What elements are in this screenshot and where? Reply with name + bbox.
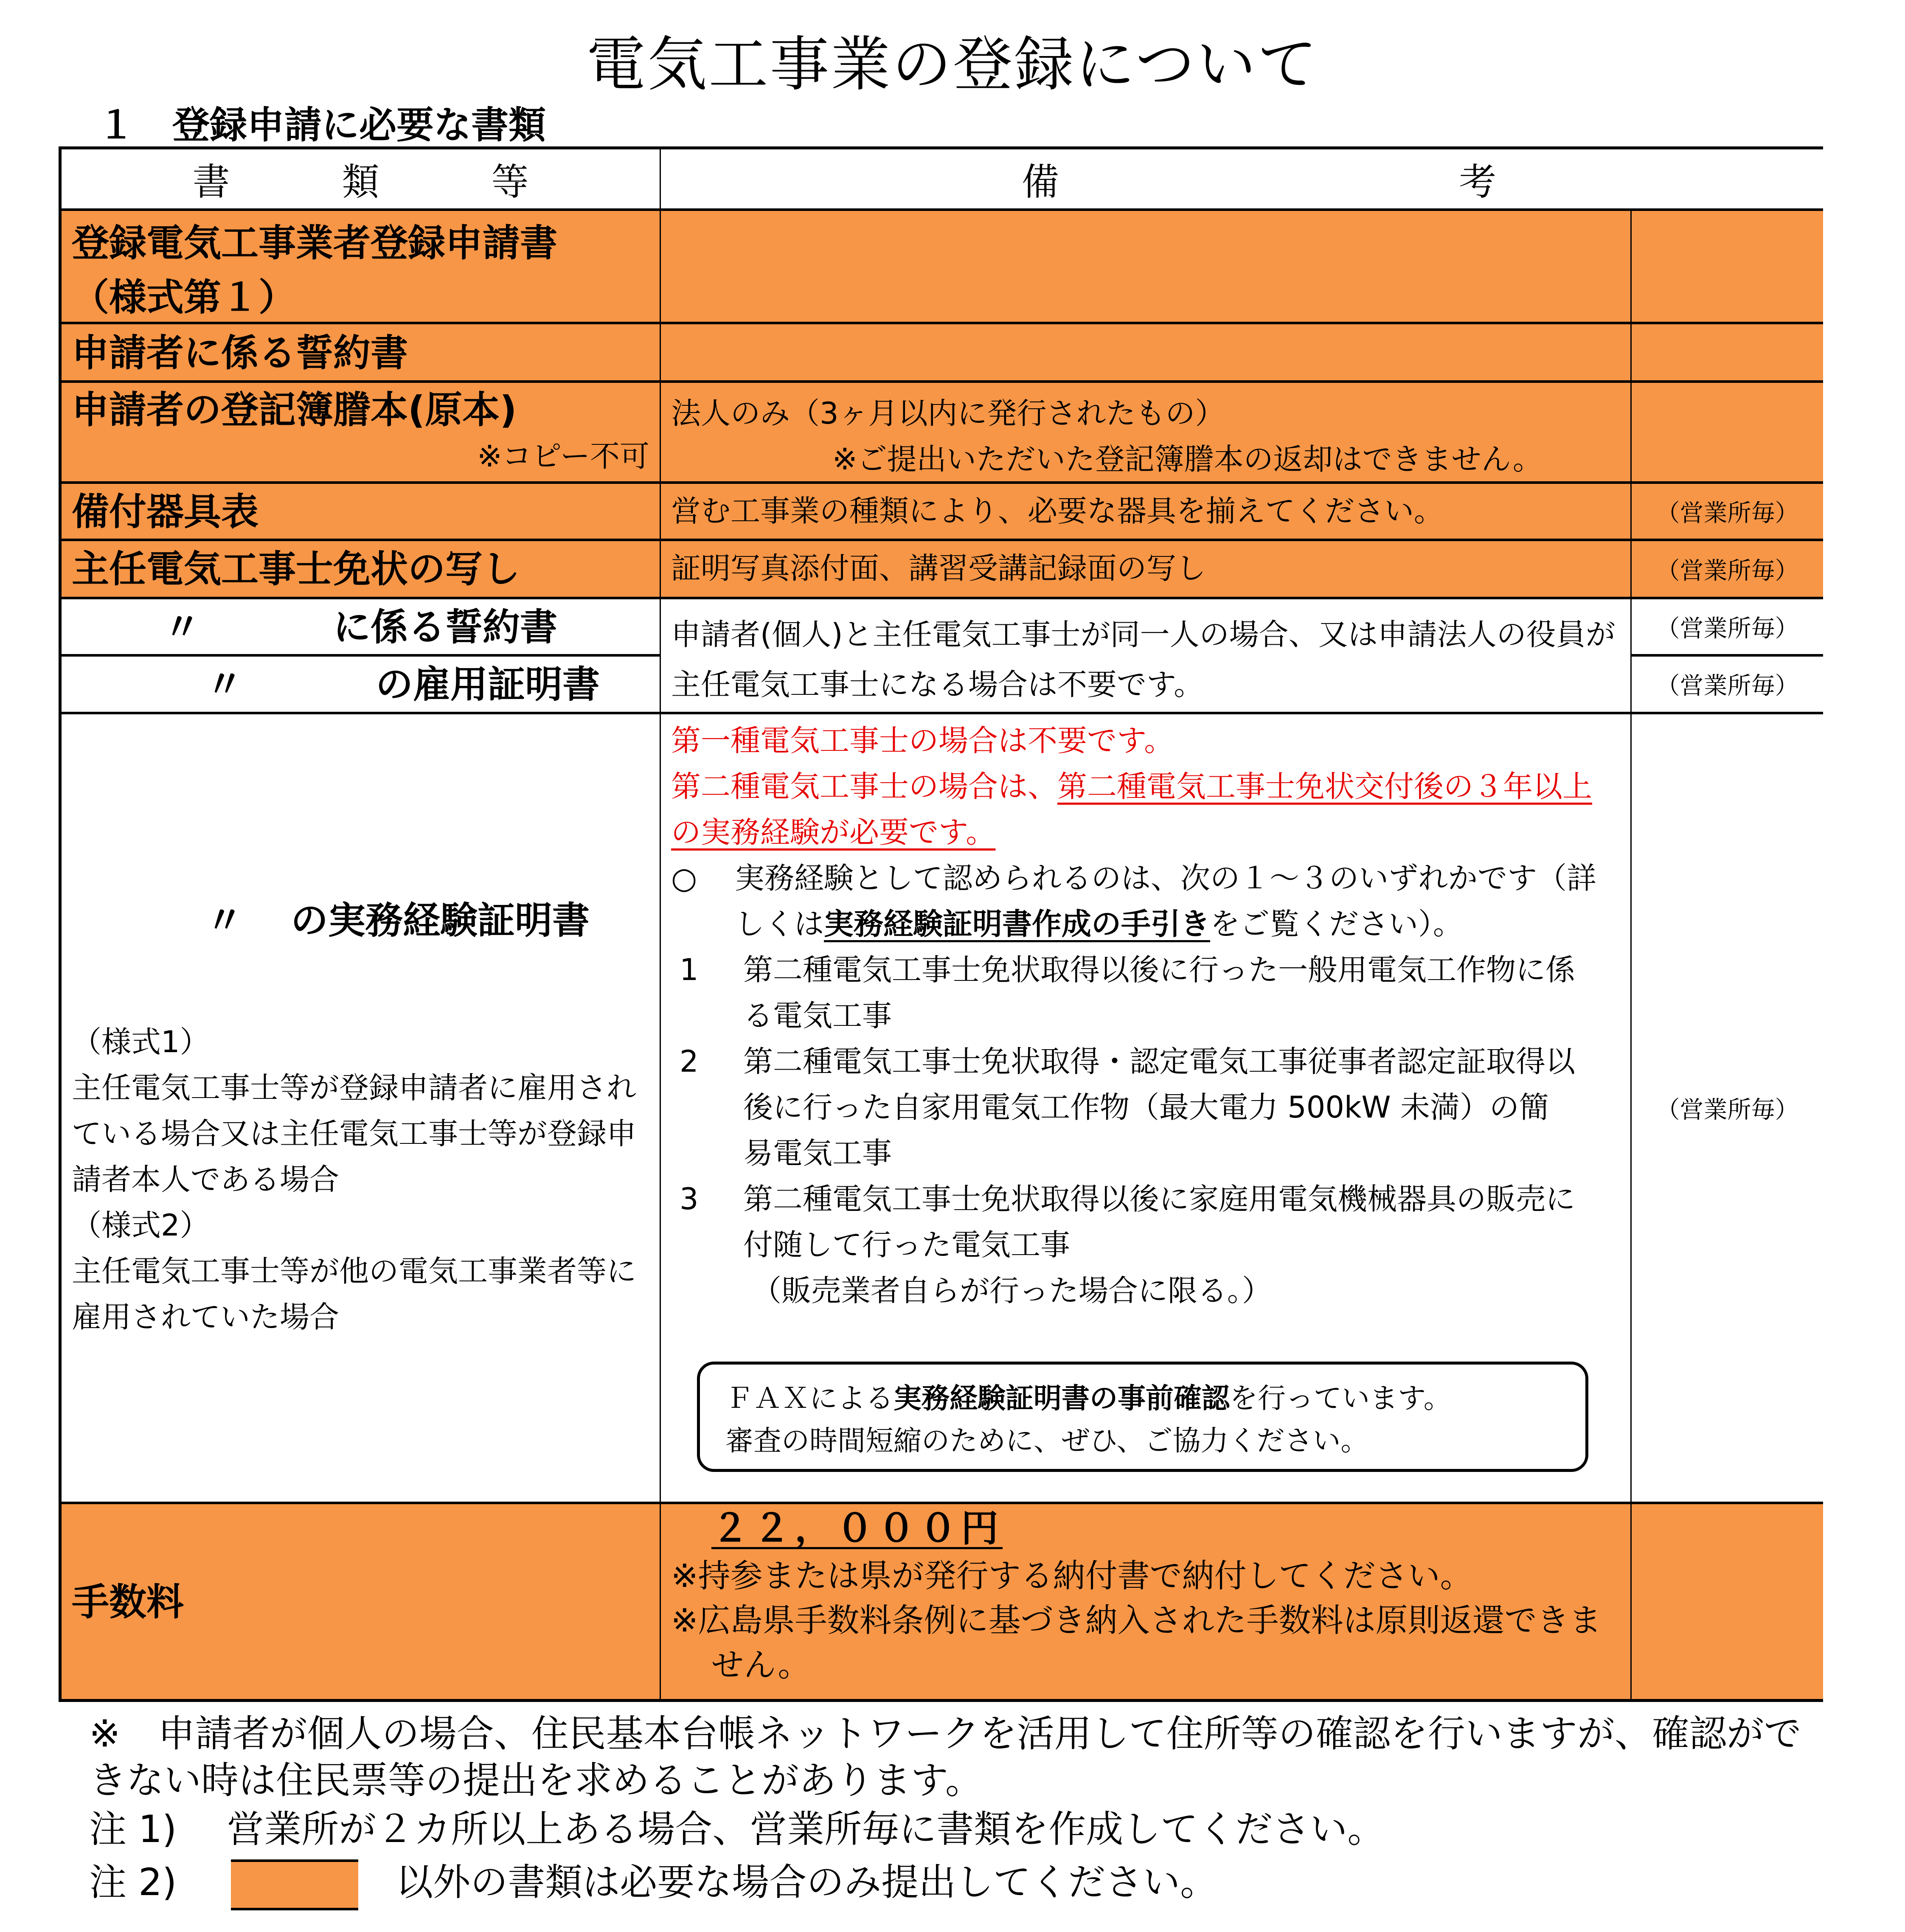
doc-name: 申請者の登記簿謄本(原本) (72, 388, 517, 432)
doc-name: の実務経験証明書 (291, 899, 590, 942)
item-note: （販売業者自らが行った場合に限る。） (752, 1273, 1272, 1308)
per-office-label: （営業所毎） (1656, 557, 1799, 585)
header-documents (62, 149, 661, 211)
fee-payment-note: ※持参または県が発行する納付書で納付してください。 (671, 1557, 1472, 1595)
remarks-text: 申請者(個人)と主任電気工事士が同一人の場合、又は申請法人の役員が主任電気工事士になる場合は不要です。 (671, 617, 1616, 702)
note-2-text: 以外の書類は必要な場合のみ提出してください。 (396, 1860, 1218, 1904)
ditto-mark: 〃 (206, 663, 244, 706)
doc-name: 主任電気工事士免状の写し (72, 547, 520, 591)
per-office-cell (1632, 383, 1823, 484)
item-text: 第二種電気工事士免状取得以後に行った一般用電気工作物に係る電気工事 (743, 952, 1575, 1033)
form2-label: （様式2） (72, 1208, 210, 1243)
row-fee (62, 1504, 661, 1699)
row-equipment-list (62, 484, 661, 541)
note-1-label: 注 1) (89, 1807, 177, 1851)
note-1-text: 営業所が２カ所以上ある場合、営業所毎に書類を作成してください。 (227, 1807, 1385, 1851)
row-applicant-pledge (62, 324, 661, 383)
remarks-cell (661, 383, 1632, 484)
row-license-copy (62, 541, 661, 599)
note-2-label: 注 2) (89, 1860, 177, 1904)
fax-text-bold: 実務経験証明書の事前確認 (893, 1382, 1230, 1415)
fax-text: を行っています。 (1230, 1382, 1452, 1415)
first-class-note: 第一種電気工事士の場合は不要です。 (671, 723, 1174, 758)
per-office-cell (1632, 599, 1823, 657)
per-office-label: （営業所毎） (1656, 499, 1799, 527)
doc-name: の雇用証明書 (376, 663, 600, 706)
experience-item-3 (671, 1176, 1620, 1314)
remarks-cell (661, 324, 1632, 383)
form1-label: （様式1） (72, 1025, 210, 1059)
remarks-text: 営む工事業の種類により、必要な器具を揃えてください。 (671, 494, 1444, 528)
experience-item-1 (671, 947, 1620, 1039)
fee-refund-note: ※広島県手数料条例に基づき納入された手数料は原則返還できません。 (671, 1601, 1602, 1684)
doc-name: 登録電気工事業者登録申請書 (72, 221, 558, 265)
remarks-text: ※ご提出いただいた登記簿謄本の返却はできません。 (832, 442, 1543, 477)
item-number: 1 (680, 952, 699, 987)
header-remarks (661, 149, 1823, 211)
fax-text: ＦＡＸによる (725, 1382, 893, 1415)
per-office-cell (1632, 324, 1823, 383)
row-employment-certificate (62, 657, 661, 714)
item-number: 2 (680, 1044, 699, 1079)
doc-form: （様式第１） (72, 275, 296, 319)
remarks-cell (661, 211, 1632, 324)
form1-description: 主任電気工事士等が登録申請者に雇用されている場合又は主任電気工事士等が登録申請者本人である場合 (72, 1070, 636, 1197)
second-class-note (671, 764, 1620, 855)
bullet-text: をご覧ください）。 (1210, 907, 1463, 941)
per-office-cell (1632, 714, 1823, 1504)
per-office-cell (1632, 541, 1823, 599)
documents-table (59, 146, 1823, 1702)
row-registration-application (62, 211, 661, 324)
item-number: 3 (680, 1182, 699, 1216)
per-office-label: （営業所毎） (1656, 1096, 1799, 1124)
fax-text: 審査の時間短縮のために、ぜひ、ご協力ください。 (725, 1424, 1369, 1457)
remarks-text: 証明写真添付面、講習受講記録面の写し (671, 551, 1206, 586)
experience-remarks-cell (661, 714, 1632, 1504)
item-text: 第二種電気工事士免状取得・認定電気工事従事者認定証取得以後に行った自家用電気工作物（最大電力 500kW 未満）の簡易電気工事 (743, 1044, 1575, 1171)
per-office-cell (1632, 1504, 1823, 1699)
ditto-mark: 〃 (163, 605, 201, 649)
page-title: 電気工事業の登録について (586, 30, 1319, 99)
fee-label: 手数料 (72, 1580, 184, 1624)
header-remarks-label-1: 備 (1022, 160, 1059, 204)
section-heading: １ 登録申請に必要な書類 (98, 103, 546, 147)
circle-bullet-icon: ○ (671, 861, 697, 896)
doc-name: 備付器具表 (72, 490, 259, 534)
resident-network-note: ※ 申請者が個人の場合、住民基本台帳ネットワークを活用して住所等の確認を行いますが、確認ができない時は住民票等の提出を求めることがあります。 (89, 1712, 1801, 1802)
ditto-mark: 〃 (206, 899, 244, 942)
header-documents-label: 書 類 等 (192, 160, 529, 204)
second-class-note-plain: 第二種電気工事士の場合は、 (671, 769, 1057, 804)
second-class-requirement: 第二種電気工事士免状交付後の３年以上の実務経験が必要です。 (671, 769, 1592, 850)
remarks-text: 法人のみ（3ヶ月以内に発行されたもの） (671, 396, 1225, 431)
item-text: 第二種電気工事士免状取得以後に家庭用電気機械器具の販売に付随して行った電気工事 (743, 1182, 1575, 1262)
header-remarks-label-2: 考 (1459, 160, 1497, 204)
per-office-cell (1632, 657, 1823, 714)
note-1 (89, 1806, 1385, 1853)
bullet-text: 実務経験として認められるのは、次の１～３のいずれかです（詳しくは (735, 861, 1596, 941)
fax-precheck-notice (697, 1362, 1588, 1472)
orange-legend-swatch (231, 1859, 358, 1910)
experience-bullet (671, 855, 1620, 947)
experience-guide-link[interactable]: 実務経験証明書作成の手引き (824, 907, 1210, 941)
row-engineer-pledge (62, 599, 661, 657)
row-experience-certificate (62, 714, 661, 1504)
row-registry-certificate (62, 383, 661, 484)
form2-description: 主任電気工事士等が他の電気工事業者等に雇用されていた場合 (72, 1254, 636, 1334)
note-2 (89, 1859, 1217, 1910)
doc-name: に係る誓約書 (333, 605, 558, 649)
remarks-cell (661, 541, 1632, 599)
doc-name: 申請者に係る誓約書 (72, 331, 408, 375)
per-office-label: （営業所毎） (1656, 615, 1799, 643)
remarks-cell (661, 484, 1632, 541)
no-copy-note: ※コピー不可 (477, 439, 649, 474)
per-office-cell (1632, 211, 1823, 324)
per-office-cell (1632, 484, 1823, 541)
fee-amount: ２２，０００円 (711, 1506, 1003, 1550)
fee-remarks-cell (661, 1504, 1632, 1699)
experience-item-2 (671, 1039, 1620, 1176)
per-office-label: （営業所毎） (1656, 672, 1799, 700)
shared-remarks-cell (661, 599, 1632, 714)
